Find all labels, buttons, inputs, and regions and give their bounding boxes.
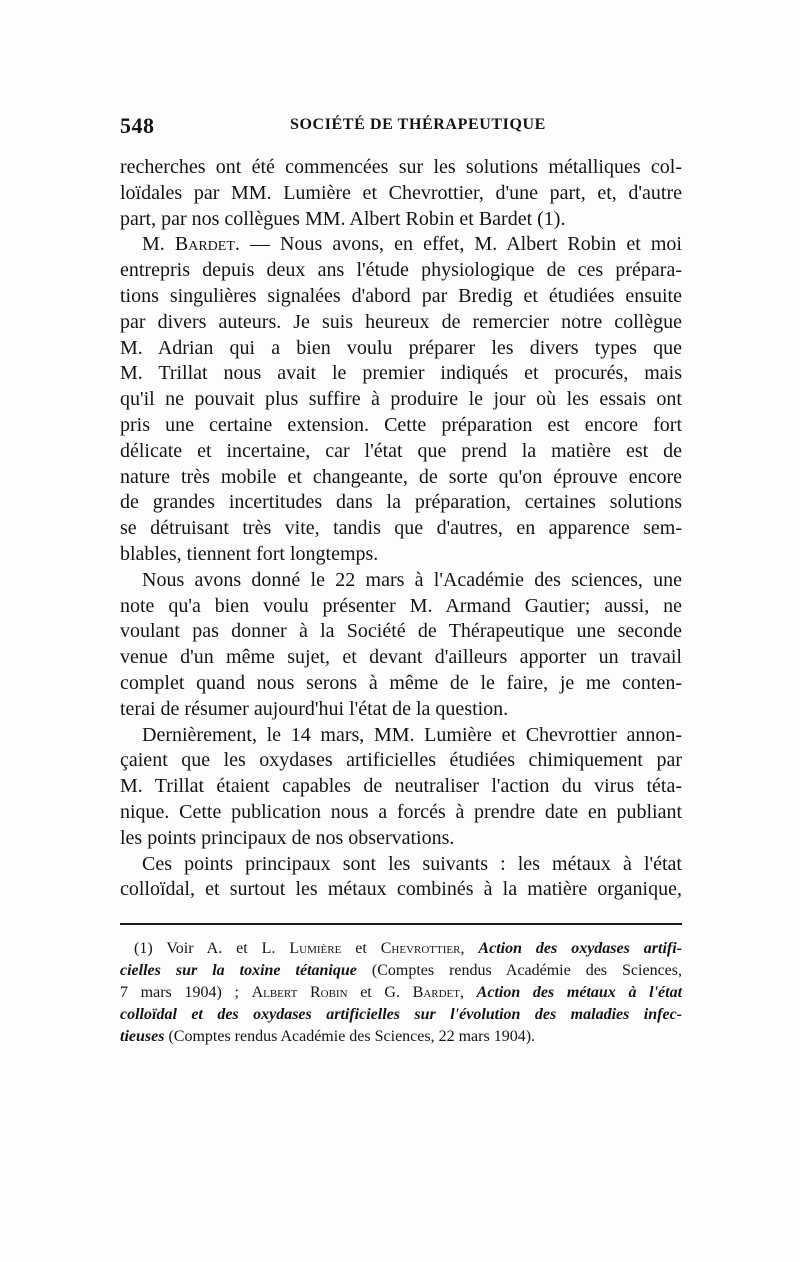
paragraph	[120, 155, 682, 232]
text-line: Ces points principaux sont les suivants : les métaux à l'état	[142, 852, 682, 875]
body-text	[120, 155, 682, 903]
paragraph	[120, 568, 682, 723]
footnote-line: cielles sur la toxine tétanique (Comptes rendus Académie des Sciences,	[120, 962, 682, 979]
text-line: recherches ont été commencées sur les solutions métalliques col-	[120, 156, 682, 178]
footnote-line: colloïdal et des oxydases artificielles sur l'évolution des maladies infec-	[120, 1006, 682, 1023]
text-line: terai de résumer aujourd'hui l'état de la question.	[120, 697, 509, 720]
paragraph	[120, 852, 682, 904]
text-line: colloïdal, et surtout les métaux combinés à la matière organique,	[120, 878, 682, 901]
text-line: Nous avons donné le 22 mars à l'Académie des sciences, une	[142, 568, 682, 591]
footnote-line: (1) Voir A. et L. Lumière et Chevrottier, Action des oxydases artifi-	[134, 940, 683, 957]
text-line: M. Bardet. — Nous avons, en effet, M. Albert Robin et moi	[142, 233, 682, 256]
text-line: se détruisant très vite, tandis que d'autres, en apparence sem-	[120, 517, 682, 540]
text-line: M. Trillat nous avait le premier indiqués et procurés, mais	[120, 362, 682, 385]
text-line: blables, tiennent fort longtemps.	[120, 542, 379, 565]
footnote-rule	[120, 923, 682, 925]
text-line: qu'il ne pouvait plus suffire à produire le jour où les essais ont	[120, 388, 682, 411]
footnote-line: tieuses (Comptes rendus Académie des Sciences, 22 mars 1904).	[120, 1028, 536, 1045]
page-header	[120, 113, 682, 143]
text-line: de grandes incertitudes dans la préparation, certaines solutions	[120, 491, 682, 514]
paragraph	[120, 723, 682, 852]
paragraph	[120, 232, 682, 567]
text-line: complet quand nous serons à même de le faire, je me conten-	[120, 671, 682, 694]
running-title: SOCIÉTÉ DE THÉRAPEUTIQUE	[290, 116, 546, 133]
text-line: M. Adrian qui a bien voulu préparer les divers types que	[120, 336, 682, 359]
text-line: Dernièrement, le 14 mars, MM. Lumière et Chevrottier annon-	[142, 723, 682, 746]
text-line: les points principaux de nos observations.	[120, 826, 455, 849]
text-line: nature très mobile et changeante, de sorte qu'on éprouve encore	[120, 465, 682, 488]
text-line: venue d'un même sujet, et devant d'ailleurs apporter un travail	[120, 646, 682, 669]
text-line: part, par nos collègues MM. Albert Robin et Bardet (1).	[120, 207, 566, 230]
text-line: voulant pas donner à la Société de Thérapeutique une seconde	[120, 620, 682, 643]
text-line: tions singulières signalées d'abord par Bredig et étudiées ensuite	[120, 284, 682, 307]
text-line: loïdales par MM. Lumière et Chevrottier, d'une part, et, d'autre	[120, 181, 682, 204]
text-line: entrepris depuis deux ans l'étude physiologique de ces prépara-	[120, 259, 682, 282]
text-line: çaient que les oxydases artificielles étudiées chimiquement par	[120, 749, 682, 772]
text-line: par divers auteurs. Je suis heureux de remercier notre collègue	[120, 310, 682, 333]
text-line: M. Trillat étaient capables de neutraliser l'action du virus téta-	[120, 775, 682, 798]
text-line: nique. Cette publication nous a forcés à prendre date en publiant	[120, 800, 682, 823]
text-line: délicate et incertaine, car l'état que prend la matière est de	[120, 439, 682, 462]
footnote-line: 7 mars 1904) ; Albert Robin et G. Bardet, Action des métaux à l'état	[120, 984, 683, 1001]
text-line: pris une certaine extension. Cette préparation est encore fort	[120, 413, 682, 436]
speaker-name: M. Bardet.	[142, 233, 240, 256]
footnote	[120, 938, 682, 1048]
page-number: 548	[120, 113, 155, 138]
text-line: note qu'a bien voulu présenter M. Armand Gautier; aussi, ne	[120, 594, 682, 617]
